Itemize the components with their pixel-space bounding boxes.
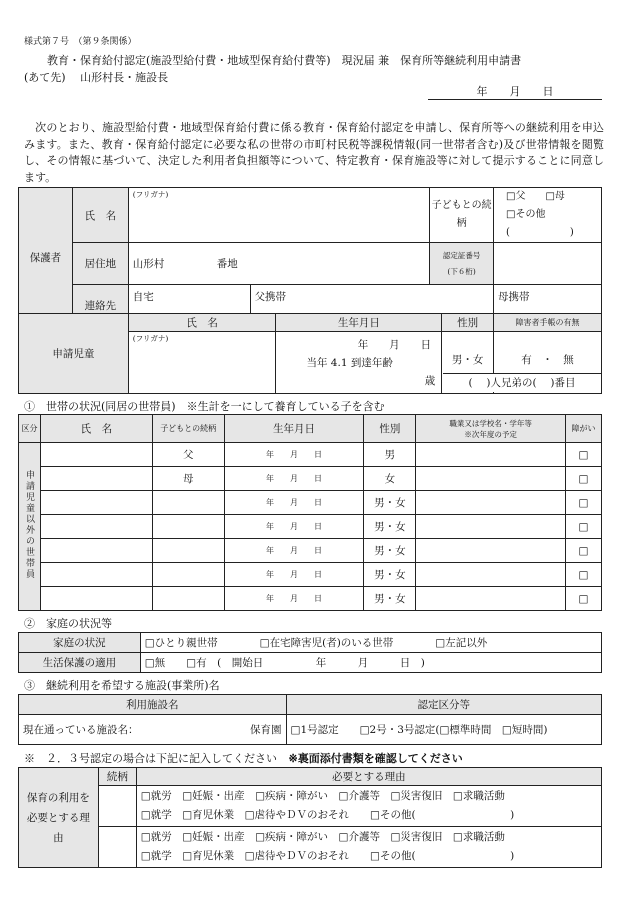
child-dob-value[interactable]: 年 月 日 [357, 338, 432, 351]
member-job-3[interactable] [416, 515, 566, 539]
guardian-name-field[interactable] [128, 188, 429, 243]
reason-relation-1[interactable] [98, 827, 136, 868]
family-heading: ② 家庭の状況等 [24, 617, 112, 630]
relation-label: 子どもとの続柄 [430, 188, 494, 243]
facility-table [18, 694, 602, 745]
cert-number-field[interactable] [494, 243, 602, 285]
member-name-4[interactable] [40, 539, 152, 563]
col-disability: 障がい [566, 415, 602, 443]
member-relation-1[interactable]: 母 [152, 467, 224, 491]
member-disability-checkbox-2[interactable]: □ [566, 491, 602, 515]
form-number: 様式第７号 （第９条関係） [24, 37, 137, 47]
member-disability-checkbox-4[interactable]: □ [566, 539, 602, 563]
document-title: 教育・保育給付認定(施設型給付費・地域型保育給付費等) 現況届 兼 保育所等継続利用申請書 [47, 54, 522, 67]
reason-options-1-line2[interactable]: □就学 □育児休業 □虐待やＤＶのおそれ □その他( ) [140, 850, 515, 862]
reason-side-label [19, 768, 99, 868]
child-sex-label: 性別 [442, 314, 494, 332]
member-dob-4[interactable]: 年 月 日 [224, 539, 364, 563]
reason-side-text: 保育の利用を必要とする理由 [26, 791, 90, 844]
col-job-sub: ※次年度の予定 [464, 429, 517, 439]
child-dob-label: 生年月日 [276, 314, 442, 332]
child-dob-field[interactable] [276, 332, 442, 394]
reason-options-1-line1[interactable]: □就労 □妊娠・出産 □疾病・障がい □介護等 □災害復旧 □求職活動 [140, 831, 505, 843]
cert-category-options[interactable]: □1号認定 □2号・3号認定(□標準時間 □短時間) [286, 715, 601, 745]
member-dob-6[interactable]: 年 月 日 [224, 587, 364, 611]
member-sex-6[interactable]: 男・女 [364, 587, 416, 611]
col-division: 区分 [19, 415, 41, 443]
contact-label: 連絡先 [72, 285, 128, 327]
child-sex-field[interactable]: 男・女 [442, 332, 494, 394]
facility-col-name: 利用施設名 [19, 695, 287, 715]
member-disability-checkbox-0[interactable]: □ [566, 443, 602, 467]
father-mobile-field[interactable]: 父携帯 [250, 285, 493, 327]
family-status-label: 家庭の状況 [19, 633, 141, 653]
current-facility-field[interactable] [19, 715, 287, 745]
member-name-3[interactable] [40, 515, 152, 539]
member-sex-4[interactable]: 男・女 [364, 539, 416, 563]
reason-options-0-line2[interactable]: □就学 □育児休業 □虐待やＤＶのおそれ □その他( ) [140, 809, 515, 821]
member-relation-2[interactable] [152, 491, 224, 515]
addressee: (あて先) 山形村長・施設長 [24, 71, 169, 84]
child-label: 申請児童 [19, 314, 129, 394]
household-table [18, 414, 602, 611]
furigana-label: (フリガナ) [132, 190, 169, 199]
member-dob-1[interactable]: 年 月 日 [224, 467, 364, 491]
reason-col-relation: 続柄 [98, 768, 136, 786]
reason-table [18, 767, 602, 868]
member-relation-5[interactable] [152, 563, 224, 587]
member-disability-checkbox-3[interactable]: □ [566, 515, 602, 539]
child-name-field[interactable] [128, 332, 276, 394]
member-disability-checkbox-6[interactable]: □ [566, 587, 602, 611]
col-job-title: 職業又は学校名・学年等 [449, 418, 532, 428]
home-phone-field[interactable]: 自宅 [128, 285, 250, 327]
household-side-label [19, 443, 41, 611]
member-dob-0[interactable]: 年 月 日 [224, 443, 364, 467]
child-name-label: 氏 名 [128, 314, 276, 332]
facility-col-cert: 認定区分等 [286, 695, 601, 715]
reason-heading-note: ※裏面添付書類を確認してください [288, 752, 463, 765]
current-facility-label: 現在通っている施設名： [23, 724, 139, 736]
reason-heading-text: ※ ２．３号認定の場合は下記に記入してください [24, 752, 277, 765]
member-name-1[interactable] [40, 467, 152, 491]
col-job [416, 415, 566, 443]
col-name: 氏 名 [40, 415, 152, 443]
address-label: 居住地 [72, 243, 128, 285]
member-dob-3[interactable]: 年 月 日 [224, 515, 364, 539]
member-sex-3[interactable]: 男・女 [364, 515, 416, 539]
family-table [18, 632, 602, 673]
siblings-field[interactable]: ( )人兄弟の( )番目 [443, 373, 601, 392]
reason-options-1[interactable] [136, 827, 601, 868]
welfare-label: 生活保護の適用 [19, 653, 141, 673]
address-field[interactable]: 山形村 番地 [128, 243, 429, 285]
member-job-1[interactable] [416, 467, 566, 491]
member-job-2[interactable] [416, 491, 566, 515]
child-disability-value[interactable]: 有 ・ 無 [521, 354, 574, 366]
child-age-label: 当年 4.1 到達年齢 [306, 356, 393, 369]
member-disability-checkbox-5[interactable]: □ [566, 563, 602, 587]
child-disability-label: 障害者手帳の有無 [494, 314, 602, 332]
member-sex-5[interactable]: 男・女 [364, 563, 416, 587]
member-job-0[interactable] [416, 443, 566, 467]
member-relation-3[interactable] [152, 515, 224, 539]
member-relation-6[interactable] [152, 587, 224, 611]
col-dob: 生年月日 [224, 415, 364, 443]
mother-mobile-field[interactable]: 母携帯 [494, 285, 602, 327]
guardian-name-label: 氏 名 [72, 188, 128, 243]
reason-heading [24, 750, 463, 766]
relation-other-option[interactable]: □その他 ( ) [506, 209, 574, 238]
cert-number-sub: (下６桁) [447, 266, 476, 276]
family-status-options[interactable]: □ひとり親世帯 □在宅障害児(者)のいる世帯 □左記以外 [140, 633, 601, 653]
member-sex-0[interactable]: 男 [364, 443, 416, 467]
child-age-unit: 歳 [424, 374, 436, 387]
member-dob-5[interactable]: 年 月 日 [224, 563, 364, 587]
facility-heading: ③ 継続利用を希望する施設(事業所)名 [24, 679, 220, 692]
reason-col-reason: 必要とする理由 [136, 768, 601, 786]
member-relation-4[interactable] [152, 539, 224, 563]
reason-options-0[interactable] [136, 786, 601, 827]
col-sex: 性別 [364, 415, 416, 443]
date-field[interactable]: 年 月 日 [428, 83, 602, 100]
member-job-4[interactable] [416, 539, 566, 563]
member-sex-2[interactable]: 男・女 [364, 491, 416, 515]
member-disability-checkbox-1[interactable]: □ [566, 467, 602, 491]
member-name-2[interactable] [40, 491, 152, 515]
intro-text: 次のとおり、施設型給付費・地域型保育給付費に係る教育・保育給付認定を申請し、保育所等への継続利用を申込みます。また、教育・保育給付認定に必要な私の世帯の市町村民税等課税情報(同一世帯者含む)及び世帯情報を閲覧し、その情報に基づいて、決定した利用者負担額等について、特定教育・保育施設等に対して提示することに同意します。 [24, 121, 604, 184]
col-relation: 子どもとの続柄 [152, 415, 224, 443]
member-name-0[interactable] [40, 443, 152, 467]
member-sex-1[interactable]: 女 [364, 467, 416, 491]
reason-options-0-line1[interactable]: □就労 □妊娠・出産 □疾病・障がい □介護等 □災害復旧 □求職活動 [140, 790, 505, 802]
welfare-options[interactable]: □無 □有 ( 開始日 年 月 日 ) [140, 653, 601, 673]
household-side-text: 申請児童以外の世帯員 [23, 470, 34, 580]
household-heading: ① 世帯の状況(同居の世帯員) ※生計を一にして養育している子を含む [24, 400, 385, 413]
cert-number-title: 認定証番号 [442, 250, 481, 260]
guardian-table [18, 187, 602, 327]
member-name-6[interactable] [40, 587, 152, 611]
member-job-6[interactable] [416, 587, 566, 611]
relation-options[interactable] [494, 188, 602, 243]
member-name-5[interactable] [40, 563, 152, 587]
reason-relation-0[interactable] [98, 786, 136, 827]
guardian-label: 保護者 [19, 188, 73, 327]
member-job-5[interactable] [416, 563, 566, 587]
child-furigana-label: (フリガナ) [132, 334, 169, 343]
member-relation-0[interactable]: 父 [152, 443, 224, 467]
nursery-suffix: 保育園 [250, 724, 282, 736]
member-dob-2[interactable]: 年 月 日 [224, 491, 364, 515]
cert-number-label [430, 243, 494, 285]
relation-parent-options[interactable]: □父 □母 [506, 191, 565, 202]
